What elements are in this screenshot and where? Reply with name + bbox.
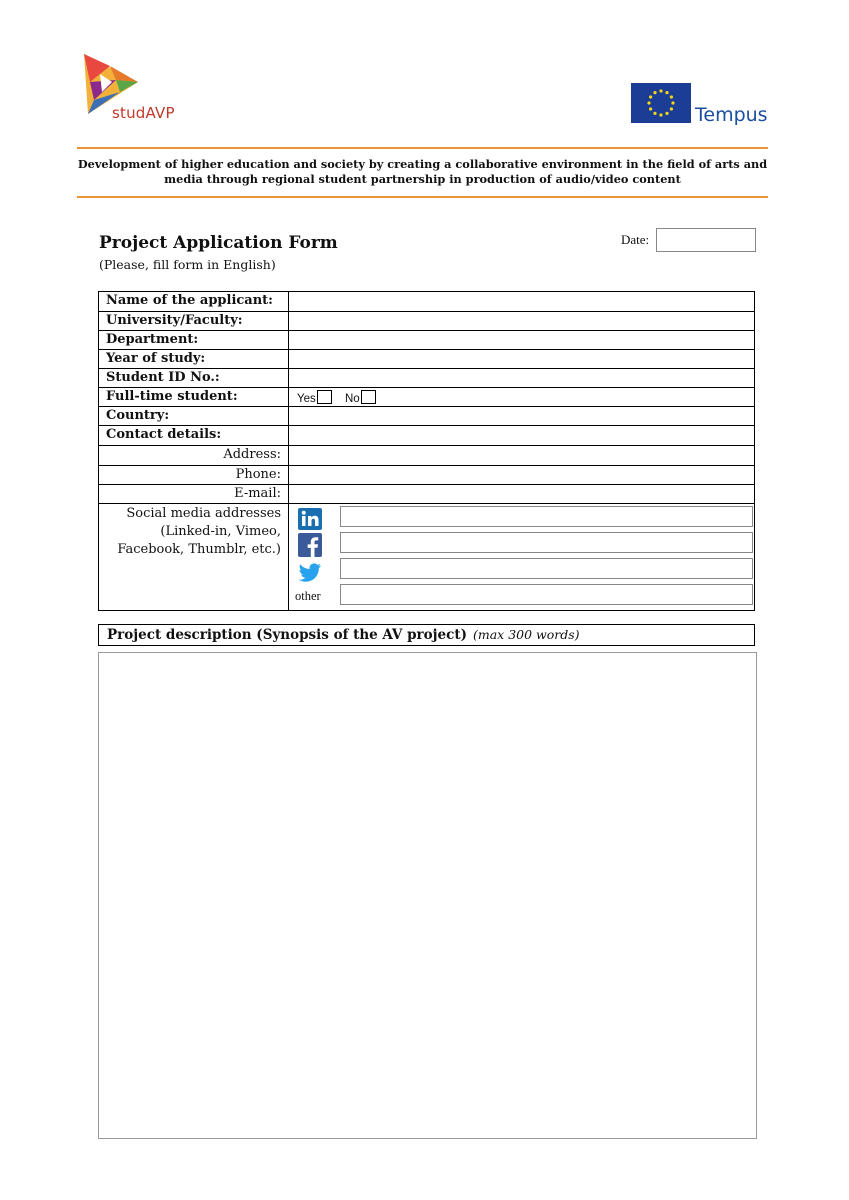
row-label: Year of study: <box>99 350 289 368</box>
row-label: Full-time student: <box>99 388 289 406</box>
phone-field[interactable] <box>289 466 754 484</box>
row-label: University/Faculty: <box>99 312 289 330</box>
table-row <box>99 369 754 388</box>
twitter-icon <box>298 563 322 583</box>
social-media-row <box>99 504 754 610</box>
linkedin-icon <box>298 508 322 530</box>
no-checkbox[interactable] <box>361 390 376 404</box>
date-label: Date: <box>621 232 650 247</box>
contact-details-field <box>289 426 754 445</box>
tempus-logo-text: Tempus <box>695 104 768 126</box>
other-social-field[interactable] <box>340 584 753 605</box>
word-limit-note: (max 300 words) <box>472 627 580 642</box>
row-label: Country: <box>99 407 289 425</box>
table-row <box>99 388 754 407</box>
email-field[interactable] <box>289 485 754 503</box>
facebook-field[interactable] <box>340 532 753 553</box>
table-row <box>99 350 754 369</box>
row-label: Address: <box>99 446 289 465</box>
eu-flag-icon <box>631 83 691 123</box>
table-row <box>99 292 754 312</box>
linkedin-field[interactable] <box>340 506 753 527</box>
header-divider-bottom <box>77 196 768 198</box>
row-label: Department: <box>99 331 289 349</box>
yes-label: Yes <box>297 393 316 405</box>
form-title: Project Application Form <box>99 233 338 253</box>
university-faculty-field[interactable] <box>289 312 754 330</box>
row-label: Contact details: <box>99 426 289 445</box>
no-option <box>345 390 376 405</box>
department-field[interactable] <box>289 331 754 349</box>
year-of-study-field[interactable] <box>289 350 754 368</box>
project-tagline: Development of higher education and society by creating a collaborative environment in the field of arts and media through regional student partnership in production of audio/video content <box>77 157 768 186</box>
facebook-icon <box>298 533 322 557</box>
yes-checkbox[interactable] <box>317 390 332 404</box>
twitter-field[interactable] <box>340 558 753 579</box>
table-row <box>99 331 754 350</box>
table-row <box>99 426 754 446</box>
project-description-field[interactable] <box>98 652 757 1139</box>
row-label: Phone: <box>99 466 289 484</box>
table-row <box>99 407 754 426</box>
yes-option <box>297 390 332 405</box>
address-field[interactable] <box>289 446 754 465</box>
student-id-field[interactable] <box>289 369 754 387</box>
applicant-name-field[interactable] <box>289 292 754 311</box>
row-label: Name of the applicant: <box>99 292 289 311</box>
form-subtitle: (Please, fill form in English) <box>99 257 276 272</box>
date-field[interactable] <box>656 228 756 252</box>
table-row <box>99 312 754 331</box>
no-label: No <box>345 393 360 405</box>
header-divider-top <box>77 147 768 149</box>
social-media-label: Social media addresses (Linked-in, Vimeo, Facebook, Thumblr, etc.) <box>99 504 289 610</box>
table-row <box>99 466 754 485</box>
project-description-title: Project description (Synopsis of the AV project) <box>107 627 467 643</box>
full-time-student-options <box>289 388 754 406</box>
applicant-table <box>98 291 755 611</box>
other-label: other <box>295 589 321 603</box>
country-field[interactable] <box>289 407 754 425</box>
studavp-logo-text: studAVP <box>112 104 175 122</box>
table-row <box>99 446 754 466</box>
row-label: E-mail: <box>99 485 289 503</box>
row-label: Student ID No.: <box>99 369 289 387</box>
project-description-header <box>98 624 755 646</box>
table-row <box>99 485 754 504</box>
